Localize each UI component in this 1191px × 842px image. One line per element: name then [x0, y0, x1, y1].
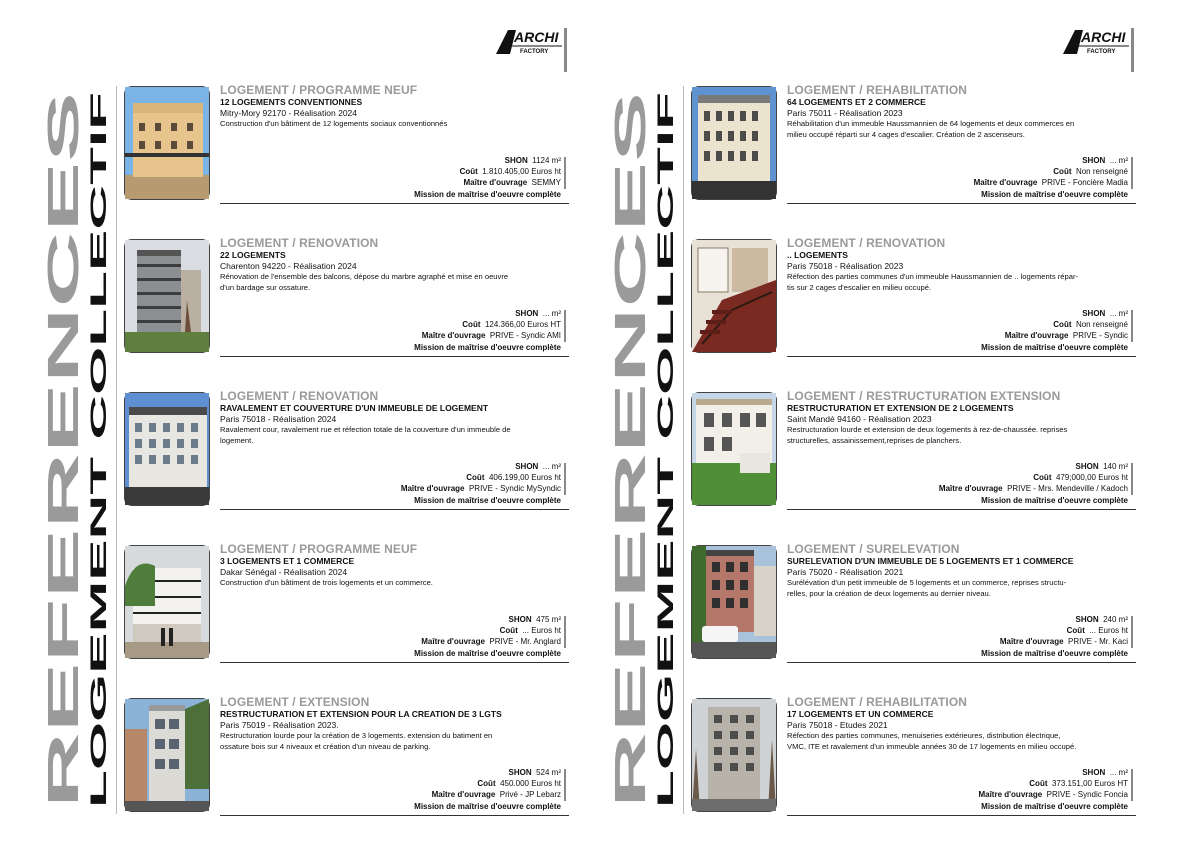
maitre-label: Maître d'ouvrage: [421, 637, 485, 647]
project-location: Paris 75019 - Réalisation 2023.: [220, 720, 339, 730]
maitre-value: Privé - JP Lebarz: [499, 790, 561, 800]
shon-label: SHON: [515, 308, 539, 318]
maitre-value: PRIVE - Mr. Kaci: [1067, 637, 1128, 647]
project-facts: [414, 614, 561, 659]
maitre-value: PRIVE - Mrs. Mendeville / Kadoch: [1007, 484, 1128, 494]
shon-value: 240 m²: [1103, 614, 1128, 624]
project-photo: [124, 698, 210, 812]
shon-value: ... m²: [1109, 155, 1128, 165]
project-title: SURELEVATION D'UN IMMEUBLE DE 5 LOGEMENTS ET 1 COMMERCE: [787, 556, 1074, 566]
svg-text:ARCHI: ARCHI: [514, 29, 559, 45]
shon-label: SHON: [1075, 461, 1099, 471]
project-card: [691, 389, 1136, 510]
project-description: Ravalement cour, ravalement rue et réfection totale de la couverture d'un immeuble de: [220, 425, 511, 434]
cout-value: ... Euros ht: [522, 626, 561, 636]
cout-label: Coût: [1033, 473, 1052, 483]
maitre-label: Maître d'ouvrage: [938, 484, 1003, 494]
project-facts: [414, 155, 561, 200]
maitre-label: Maître d'ouvrage: [463, 178, 528, 188]
project-info: [220, 696, 566, 752]
maitre-label: Maître d'ouvrage: [431, 790, 496, 800]
facts-bar: [1131, 769, 1133, 801]
card-divider: [220, 356, 569, 357]
project-info: [220, 390, 566, 446]
cout-value: 479;000,00 Euros ht: [1055, 473, 1128, 483]
facts-bar: [564, 463, 566, 495]
project-card: [124, 695, 569, 816]
project-card: [691, 695, 1136, 816]
project-category: LOGEMENT / RENOVATION: [220, 389, 379, 403]
cout-value: Non renseigné: [1075, 320, 1128, 330]
shon-value: ... m²: [1109, 308, 1128, 318]
project-photo: [691, 86, 777, 200]
cout-value: 124.366,00 Euros HT: [484, 320, 561, 330]
project-facts: [981, 308, 1128, 353]
project-title: 22 LOGEMENTS: [220, 250, 286, 260]
project-title: .. LOGEMENTS: [787, 250, 848, 260]
project-photo: [124, 86, 210, 200]
project-photo: [691, 392, 777, 506]
project-card: [124, 542, 569, 663]
vertical-title-logement-collectif: [84, 86, 114, 814]
mission-text: Mission de maîtrise d'oeuvre complète: [414, 495, 561, 505]
project-description: Réfection des parties communes, menuiseries extérieures, distribution électrique,: [787, 731, 1061, 740]
cout-value: 373.151,00 Euros HT: [1051, 779, 1128, 789]
svg-text:LOGEMENT COLLECTIF: LOGEMENT COLLECTIF: [653, 553, 678, 808]
cout-value: 450.000 Euros ht: [500, 779, 561, 789]
project-facts: [414, 767, 561, 812]
project-category: LOGEMENT / REHABILITATION: [787, 83, 968, 97]
shon-label: SHON: [515, 461, 539, 471]
project-card: [124, 236, 569, 357]
project-facts: [978, 767, 1128, 812]
svg-text:LOGEMENT COLLECTIF: LOGEMENT COLLECTIF: [86, 553, 111, 808]
maitre-label: Maître d'ouvrage: [1004, 331, 1069, 341]
card-divider: [787, 356, 1136, 357]
project-info: [220, 237, 566, 293]
logo-divider: [1131, 28, 1134, 72]
project-description-cont: tis sur 2 cages d'escalier en milieu occupé.: [787, 282, 932, 292]
project-facts: [974, 155, 1128, 200]
maitre-label: Maître d'ouvrage: [421, 331, 486, 341]
shon-value: ... m²: [1109, 767, 1128, 777]
project-category: LOGEMENT / PROGRAMME NEUF: [220, 542, 418, 556]
cout-value: ... Euros ht: [1089, 626, 1128, 636]
svg-text:REFERENCES: REFERENCES: [606, 507, 655, 808]
page-right: [567, 0, 1162, 842]
mission-text: Mission de maîtrise d'oeuvre complète: [414, 801, 561, 811]
card-divider: [787, 662, 1136, 663]
project-description-cont: ossature bois sur 4 niveaux et création d'un niveau de parking.: [220, 741, 431, 751]
maitre-value: PRIVE - Syndic Foncia: [1046, 790, 1128, 800]
facts-bar: [564, 310, 566, 342]
project-title: RAVALEMENT ET COUVERTURE D'UN IMMEUBLE DE LOGEMENT: [220, 403, 489, 413]
maitre-value: PRIVE - Foncière Madia: [1041, 178, 1128, 188]
project-category: LOGEMENT / RENOVATION: [787, 236, 946, 250]
project-card: [124, 83, 569, 204]
vertical-title-logement-collectif: [651, 86, 681, 814]
project-description: Restructuration lourde et extension de deux logements à rez-de-chaussée. reprises: [787, 425, 1068, 434]
project-description-cont: logement.: [220, 435, 254, 445]
shon-value: 524 m²: [536, 767, 561, 777]
cout-label: Coût: [459, 167, 478, 177]
mission-text: Mission de maîtrise d'oeuvre complète: [981, 189, 1128, 199]
shon-label: SHON: [504, 155, 528, 165]
vertical-title-references: [39, 86, 88, 814]
project-location: Paris 75020 - Réalisation 2021: [787, 567, 904, 577]
shon-value: ... m²: [542, 308, 561, 318]
maitre-value: PRIVE - Syndic AMI: [489, 331, 561, 341]
project-category: LOGEMENT / PROGRAMME NEUF: [220, 83, 418, 97]
card-divider: [220, 203, 569, 204]
project-info: [787, 84, 1133, 140]
facts-bar: [564, 616, 566, 648]
shon-label: SHON: [1082, 767, 1106, 777]
card-divider: [787, 203, 1136, 204]
vertical-title-references: [606, 86, 655, 814]
project-photo: [691, 698, 777, 812]
archi-factory-logo: [494, 28, 564, 56]
cout-label: Coût: [462, 320, 481, 330]
shon-value: 1124 m²: [532, 155, 561, 165]
card-divider: [220, 815, 569, 816]
project-card: [124, 389, 569, 510]
project-title: 17 LOGEMENTS ET UN COMMERCE: [787, 709, 934, 719]
cout-label: Coût: [466, 473, 485, 483]
project-photo: [124, 239, 210, 353]
archi-factory-logo: [1061, 28, 1131, 56]
project-info: [787, 696, 1133, 752]
maitre-label: Maître d'ouvrage: [978, 790, 1043, 800]
maitre-value: PRIVE - Mr. Anglard: [489, 637, 561, 647]
mission-text: Mission de maîtrise d'oeuvre complète: [981, 342, 1128, 352]
project-photo: [124, 545, 210, 659]
svg-text:REFERENCES: REFERENCES: [39, 507, 88, 808]
project-location: Dakar Sénégal - Réalisation 2024: [220, 567, 348, 577]
maitre-label: Maître d'ouvrage: [999, 637, 1064, 647]
mission-text: Mission de maîtrise d'oeuvre complète: [981, 648, 1128, 658]
project-title: 12 LOGEMENTS CONVENTIONNES: [220, 97, 363, 107]
cout-value: 1.810.405,00 Euros ht: [482, 167, 561, 177]
project-category: LOGEMENT / SURELEVATION: [787, 542, 960, 556]
card-divider: [220, 509, 569, 510]
facts-bar: [1131, 157, 1133, 189]
project-location: Paris 75018 - Réalisation 2024: [220, 414, 337, 424]
facts-bar: [1131, 310, 1133, 342]
facts-bar: [564, 157, 566, 189]
maitre-label: Maître d'ouvrage: [973, 178, 1038, 188]
project-title: 3 LOGEMENTS ET 1 COMMERCE: [220, 556, 355, 566]
shon-label: SHON: [1082, 155, 1106, 165]
cout-value: Non renseigné: [1075, 167, 1128, 177]
facts-bar: [1131, 463, 1133, 495]
project-description: Restructuration lourde pour la création de 3 logements. extension du batiment en: [220, 731, 493, 740]
project-facts: [939, 461, 1128, 506]
cout-label: Coût: [499, 626, 518, 636]
project-description-cont: structurelles, assainissement,reprises de planchers.: [787, 435, 962, 445]
shon-label: SHON: [508, 767, 532, 777]
project-description-cont: relles, pour la création de deux logements au dernier niveau.: [787, 588, 991, 598]
project-description-cont: milieu occupé réparti sur 4 cages d'escalier. Création de 2 ascenseurs.: [787, 129, 1025, 139]
card-divider: [787, 815, 1136, 816]
shon-value: 475 m²: [536, 614, 561, 624]
project-description-cont: VMC, ITE et ravalement d'un immeuble années 30 de 17 logements en milieu occupé.: [787, 741, 1077, 751]
project-title: 64 LOGEMENTS ET 2 COMMERCE: [787, 97, 926, 107]
project-description: Construction d'un bâtiment de trois logements et un commerce.: [220, 578, 433, 587]
project-card: [691, 236, 1136, 357]
project-info: [787, 543, 1133, 599]
vertical-rule: [683, 86, 684, 814]
cout-label: Coût: [1053, 167, 1072, 177]
maitre-value: PRIVE - Syndic: [1072, 331, 1128, 341]
project-description: Surélévation d'un petit immeuble de 5 logements et un commerce, reprises structu-: [787, 578, 1067, 587]
project-description-cont: d'un bardage sur ossature.: [220, 282, 311, 292]
project-category: LOGEMENT / REHABILITATION: [787, 695, 968, 709]
card-divider: [220, 662, 569, 663]
cout-label: Coût: [1066, 626, 1085, 636]
project-category: LOGEMENT / EXTENSION: [220, 695, 370, 709]
project-description: Réhabilitation d'un immeuble Haussmannien de 64 logements et deux commerces en: [787, 119, 1075, 128]
project-category: LOGEMENT / RESTRUCTURATION EXTENSION: [787, 389, 1061, 403]
maitre-value: SEMMY: [531, 178, 561, 188]
project-description: Construction d'un bâtiment de 12 logements sociaux conventionnés: [220, 119, 448, 128]
project-info: [787, 390, 1133, 446]
shon-label: SHON: [508, 614, 532, 624]
project-location: Paris 75011 - Réalisation 2023: [787, 108, 903, 118]
maitre-label: Maître d'ouvrage: [400, 484, 465, 494]
project-photo: [124, 392, 210, 506]
project-facts: [401, 461, 561, 506]
project-info: [220, 84, 566, 130]
shon-label: SHON: [1082, 308, 1106, 318]
cout-value: 406.199,00 Euros ht: [488, 473, 561, 483]
project-location: Saint Mandé 94160 - Réalisation 2023: [787, 414, 932, 424]
project-description: Réfection des parties communes d'un immeuble Haussmannien de .. logements répar-: [787, 272, 1079, 281]
project-card: [691, 542, 1136, 663]
cout-label: Coût: [1029, 779, 1048, 789]
cout-label: Coût: [1053, 320, 1072, 330]
project-category: LOGEMENT / RENOVATION: [220, 236, 379, 250]
mission-text: Mission de maîtrise d'oeuvre complète: [414, 189, 561, 199]
shon-value: ... m²: [542, 461, 561, 471]
maitre-value: PRIVE - Syndic MySyndic: [468, 484, 561, 494]
project-info: [787, 237, 1133, 293]
project-facts: [414, 308, 561, 353]
cout-label: Coût: [477, 779, 496, 789]
project-photo: [691, 545, 777, 659]
project-location: Mitry-Mory 92170 - Réalisation 2024: [220, 108, 358, 118]
mission-text: Mission de maîtrise d'oeuvre complète: [981, 801, 1128, 811]
facts-bar: [564, 769, 566, 801]
shon-label: SHON: [1075, 614, 1099, 624]
mission-text: Mission de maîtrise d'oeuvre complète: [414, 342, 561, 352]
project-info: [220, 543, 566, 589]
page-left: [0, 0, 595, 842]
facts-bar: [1131, 616, 1133, 648]
project-photo: [691, 239, 777, 353]
mission-text: Mission de maîtrise d'oeuvre complète: [414, 648, 561, 658]
project-title: RESTRUCTURATION ET EXTENSION DE 2 LOGEMENTS: [787, 403, 1014, 413]
svg-text:ARCHI: ARCHI: [1081, 29, 1126, 45]
project-facts: [981, 614, 1128, 659]
vertical-rule: [116, 86, 117, 814]
svg-text:FACTORY: FACTORY: [520, 49, 549, 55]
project-title: RESTRUCTURATION ET EXTENSION POUR LA CREATION DE 3 LGTS: [220, 709, 502, 719]
project-card: [691, 83, 1136, 204]
mission-text: Mission de maîtrise d'oeuvre complète: [981, 495, 1128, 505]
card-divider: [787, 509, 1136, 510]
svg-text:FACTORY: FACTORY: [1087, 49, 1116, 55]
project-location: Paris 75018 - Etudes 2021: [787, 720, 888, 730]
shon-value: 140 m²: [1103, 461, 1128, 471]
project-location: Paris 75018 - Réalisation 2023: [787, 261, 904, 271]
project-description: Rénovation de l'ensemble des balcons, dépose du marbre agraphé et mise en oeuvre: [220, 272, 509, 281]
project-location: Charenton 94220 - Réalisation 2024: [220, 261, 357, 271]
